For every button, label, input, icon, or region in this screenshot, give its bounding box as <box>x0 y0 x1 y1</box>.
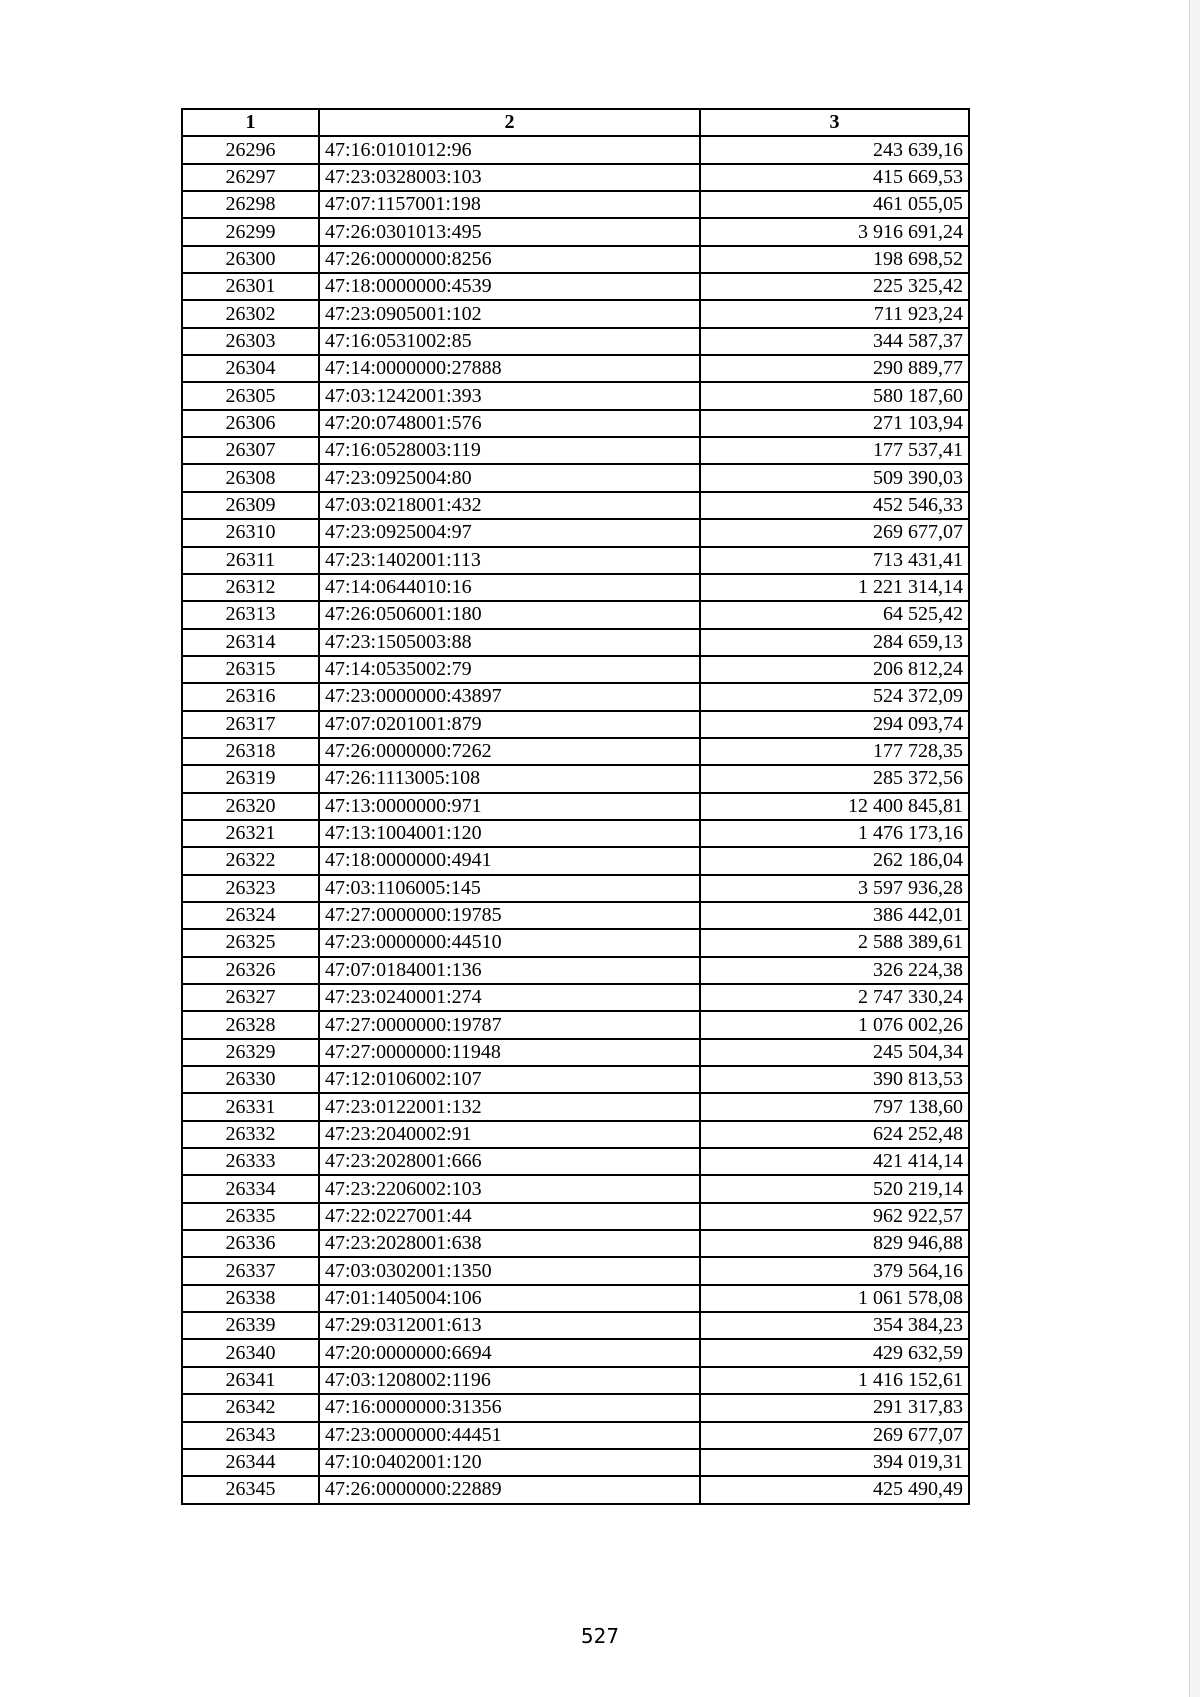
cadastral-number: 47:23:0000000:43897 <box>319 683 700 710</box>
row-number: 26311 <box>182 547 319 574</box>
table-row <box>182 929 969 956</box>
cadastral-number: 47:03:1208002:1196 <box>319 1367 700 1394</box>
cadastral-number: 47:23:0000000:44451 <box>319 1422 700 1449</box>
cadastral-number: 47:12:0106002:107 <box>319 1066 700 1093</box>
row-number: 26336 <box>182 1230 319 1257</box>
cadastral-value: 415 669,53 <box>700 164 969 191</box>
table-row <box>182 984 969 1011</box>
cadastral-value: 206 812,24 <box>700 656 969 683</box>
cadastral-number: 47:01:1405004:106 <box>319 1285 700 1312</box>
cadastral-number: 47:23:0925004:97 <box>319 519 700 546</box>
cadastral-number: 47:07:0184001:136 <box>319 957 700 984</box>
page-edge <box>1189 0 1200 1697</box>
cadastral-value: 452 546,33 <box>700 492 969 519</box>
table-header <box>182 109 969 136</box>
row-number: 26296 <box>182 136 319 163</box>
table-row <box>182 464 969 491</box>
table-row <box>182 1011 969 1038</box>
cadastral-number: 47:23:2028001:638 <box>319 1230 700 1257</box>
row-number: 26341 <box>182 1367 319 1394</box>
row-number: 26326 <box>182 957 319 984</box>
cadastral-value: 394 019,31 <box>700 1449 969 1476</box>
cadastral-number: 47:14:0535002:79 <box>319 656 700 683</box>
table-row <box>182 957 969 984</box>
cadastral-value: 797 138,60 <box>700 1093 969 1120</box>
cadastral-value: 2 747 330,24 <box>700 984 969 1011</box>
row-number: 26337 <box>182 1257 319 1284</box>
cadastral-value: 271 103,94 <box>700 410 969 437</box>
row-number: 26342 <box>182 1394 319 1421</box>
table-row <box>182 1230 969 1257</box>
cadastral-value: 243 639,16 <box>700 136 969 163</box>
row-number: 26328 <box>182 1011 319 1038</box>
cadastral-number: 47:23:1505003:88 <box>319 629 700 656</box>
cadastral-value: 269 677,07 <box>700 519 969 546</box>
table-row <box>182 820 969 847</box>
cadastral-number: 47:23:0122001:132 <box>319 1093 700 1120</box>
row-number: 26324 <box>182 902 319 929</box>
cadastral-value: 711 923,24 <box>700 300 969 327</box>
row-number: 26335 <box>182 1203 319 1230</box>
cadastral-number: 47:14:0644010:16 <box>319 574 700 601</box>
cadastral-value: 520 219,14 <box>700 1175 969 1202</box>
cadastral-number: 47:23:2040002:91 <box>319 1121 700 1148</box>
cadastral-number: 47:03:1106005:145 <box>319 875 700 902</box>
table-row <box>182 1422 969 1449</box>
row-number: 26321 <box>182 820 319 847</box>
row-number: 26338 <box>182 1285 319 1312</box>
cadastral-value: 1 076 002,26 <box>700 1011 969 1038</box>
cadastral-number: 47:10:0402001:120 <box>319 1449 700 1476</box>
header-col-2: 2 <box>319 109 700 136</box>
row-number: 26319 <box>182 765 319 792</box>
row-number: 26298 <box>182 191 319 218</box>
cadastral-number: 47:03:0302001:1350 <box>319 1257 700 1284</box>
table-row <box>182 164 969 191</box>
table-row <box>182 1175 969 1202</box>
cadastral-number: 47:26:0000000:7262 <box>319 738 700 765</box>
table-row <box>182 1367 969 1394</box>
cadastral-number: 47:23:0240001:274 <box>319 984 700 1011</box>
cadastral-number: 47:22:0227001:44 <box>319 1203 700 1230</box>
table-row <box>182 1476 969 1503</box>
cadastral-number: 47:26:1113005:108 <box>319 765 700 792</box>
cadastral-number: 47:16:0000000:31356 <box>319 1394 700 1421</box>
table-row <box>182 1339 969 1366</box>
cadastral-value: 524 372,09 <box>700 683 969 710</box>
table-row <box>182 218 969 245</box>
cadastral-number: 47:26:0000000:22889 <box>319 1476 700 1503</box>
row-number: 26313 <box>182 601 319 628</box>
cadastral-value: 379 564,16 <box>700 1257 969 1284</box>
row-number: 26325 <box>182 929 319 956</box>
cadastral-number: 47:26:0506001:180 <box>319 601 700 628</box>
cadastral-number: 47:03:0218001:432 <box>319 492 700 519</box>
table-row <box>182 1449 969 1476</box>
cadastral-value: 509 390,03 <box>700 464 969 491</box>
cadastral-value: 344 587,37 <box>700 328 969 355</box>
cadastral-value: 1 061 578,08 <box>700 1285 969 1312</box>
cadastral-value: 580 187,60 <box>700 382 969 409</box>
row-number: 26312 <box>182 574 319 601</box>
cadastral-number: 47:07:1157001:198 <box>319 191 700 218</box>
cadastral-value: 1 416 152,61 <box>700 1367 969 1394</box>
table-row <box>182 793 969 820</box>
table-row <box>182 246 969 273</box>
cadastral-number: 47:20:0000000:6694 <box>319 1339 700 1366</box>
row-number: 26343 <box>182 1422 319 1449</box>
cadastral-value: 425 490,49 <box>700 1476 969 1503</box>
cadastral-number: 47:29:0312001:613 <box>319 1312 700 1339</box>
cadastral-value: 461 055,05 <box>700 191 969 218</box>
cadastral-value: 3 597 936,28 <box>700 875 969 902</box>
cadastral-number: 47:27:0000000:19787 <box>319 1011 700 1038</box>
table-row <box>182 1203 969 1230</box>
row-number: 26307 <box>182 437 319 464</box>
row-number: 26305 <box>182 382 319 409</box>
row-number: 26323 <box>182 875 319 902</box>
cadastral-value: 269 677,07 <box>700 1422 969 1449</box>
cadastral-value: 421 414,14 <box>700 1148 969 1175</box>
cadastral-value: 291 317,83 <box>700 1394 969 1421</box>
cadastral-value: 354 384,23 <box>700 1312 969 1339</box>
cadastral-number: 47:23:0000000:44510 <box>319 929 700 956</box>
cadastral-number: 47:16:0528003:119 <box>319 437 700 464</box>
row-number: 26315 <box>182 656 319 683</box>
cadastral-value: 390 813,53 <box>700 1066 969 1093</box>
cadastral-number: 47:23:2028001:666 <box>319 1148 700 1175</box>
cadastral-number: 47:23:0925004:80 <box>319 464 700 491</box>
cadastral-value: 177 537,41 <box>700 437 969 464</box>
row-number: 26301 <box>182 273 319 300</box>
table-row <box>182 547 969 574</box>
table-row <box>182 738 969 765</box>
table-row <box>182 902 969 929</box>
table-row <box>182 300 969 327</box>
table-row <box>182 1148 969 1175</box>
table-row <box>182 519 969 546</box>
row-number: 26302 <box>182 300 319 327</box>
row-number: 26333 <box>182 1148 319 1175</box>
row-number: 26340 <box>182 1339 319 1366</box>
cadastral-number: 47:13:1004001:120 <box>319 820 700 847</box>
cadastral-value: 713 431,41 <box>700 547 969 574</box>
table-row <box>182 711 969 738</box>
row-number: 26300 <box>182 246 319 273</box>
cadastral-value: 285 372,56 <box>700 765 969 792</box>
cadastral-value: 294 093,74 <box>700 711 969 738</box>
cadastral-value: 1 221 314,14 <box>700 574 969 601</box>
cadastral-value-table <box>181 108 970 1505</box>
table-row <box>182 683 969 710</box>
cadastral-number: 47:07:0201001:879 <box>319 711 700 738</box>
header-row <box>182 109 969 136</box>
cadastral-number: 47:27:0000000:19785 <box>319 902 700 929</box>
table-row <box>182 1312 969 1339</box>
table-row <box>182 328 969 355</box>
table-row <box>182 1285 969 1312</box>
cadastral-value: 3 916 691,24 <box>700 218 969 245</box>
cadastral-value: 386 442,01 <box>700 902 969 929</box>
row-number: 26317 <box>182 711 319 738</box>
row-number: 26331 <box>182 1093 319 1120</box>
cadastral-number: 47:26:0301013:495 <box>319 218 700 245</box>
cadastral-value: 198 698,52 <box>700 246 969 273</box>
cadastral-value: 624 252,48 <box>700 1121 969 1148</box>
table-row <box>182 410 969 437</box>
cadastral-value: 1 476 173,16 <box>700 820 969 847</box>
row-number: 26297 <box>182 164 319 191</box>
table-row <box>182 1093 969 1120</box>
cadastral-number: 47:23:2206002:103 <box>319 1175 700 1202</box>
table-row <box>182 875 969 902</box>
cadastral-value: 962 922,57 <box>700 1203 969 1230</box>
table-row <box>182 765 969 792</box>
page-number: 527 <box>580 1624 620 1648</box>
table-row <box>182 382 969 409</box>
row-number: 26304 <box>182 355 319 382</box>
cadastral-value: 326 224,38 <box>700 957 969 984</box>
cadastral-value: 64 525,42 <box>700 601 969 628</box>
cadastral-number: 47:23:0328003:103 <box>319 164 700 191</box>
row-number: 26344 <box>182 1449 319 1476</box>
header-col-3: 3 <box>700 109 969 136</box>
table-body <box>182 136 969 1503</box>
row-number: 26318 <box>182 738 319 765</box>
row-number: 26316 <box>182 683 319 710</box>
row-number: 26322 <box>182 847 319 874</box>
row-number: 26329 <box>182 1039 319 1066</box>
cadastral-number: 47:16:0101012:96 <box>319 136 700 163</box>
table-row <box>182 136 969 163</box>
row-number: 26345 <box>182 1476 319 1503</box>
table-row <box>182 629 969 656</box>
table-row <box>182 1121 969 1148</box>
row-number: 26308 <box>182 464 319 491</box>
cadastral-value: 829 946,88 <box>700 1230 969 1257</box>
row-number: 26314 <box>182 629 319 656</box>
row-number: 26339 <box>182 1312 319 1339</box>
cadastral-value: 2 588 389,61 <box>700 929 969 956</box>
row-number: 26334 <box>182 1175 319 1202</box>
cadastral-value: 177 728,35 <box>700 738 969 765</box>
cadastral-number: 47:18:0000000:4941 <box>319 847 700 874</box>
table-row <box>182 355 969 382</box>
table-row <box>182 273 969 300</box>
cadastral-value: 284 659,13 <box>700 629 969 656</box>
table-row <box>182 1394 969 1421</box>
row-number: 26299 <box>182 218 319 245</box>
table-container <box>181 108 970 1505</box>
cadastral-number: 47:23:0905001:102 <box>319 300 700 327</box>
table-row <box>182 437 969 464</box>
row-number: 26320 <box>182 793 319 820</box>
cadastral-value: 245 504,34 <box>700 1039 969 1066</box>
table-row <box>182 191 969 218</box>
row-number: 26310 <box>182 519 319 546</box>
table-row <box>182 1039 969 1066</box>
table-row <box>182 1066 969 1093</box>
cadastral-number: 47:13:0000000:971 <box>319 793 700 820</box>
table-row <box>182 656 969 683</box>
table-row <box>182 574 969 601</box>
cadastral-value: 225 325,42 <box>700 273 969 300</box>
cadastral-number: 47:20:0748001:576 <box>319 410 700 437</box>
table-row <box>182 492 969 519</box>
cadastral-number: 47:26:0000000:8256 <box>319 246 700 273</box>
row-number: 26306 <box>182 410 319 437</box>
cadastral-number: 47:27:0000000:11948 <box>319 1039 700 1066</box>
cadastral-number: 47:23:1402001:113 <box>319 547 700 574</box>
row-number: 26327 <box>182 984 319 1011</box>
cadastral-number: 47:16:0531002:85 <box>319 328 700 355</box>
cadastral-value: 429 632,59 <box>700 1339 969 1366</box>
row-number: 26332 <box>182 1121 319 1148</box>
row-number: 26303 <box>182 328 319 355</box>
cadastral-number: 47:03:1242001:393 <box>319 382 700 409</box>
table-row <box>182 601 969 628</box>
cadastral-value: 290 889,77 <box>700 355 969 382</box>
cadastral-value: 262 186,04 <box>700 847 969 874</box>
table-row <box>182 847 969 874</box>
header-col-1: 1 <box>182 109 319 136</box>
row-number: 26309 <box>182 492 319 519</box>
cadastral-value: 12 400 845,81 <box>700 793 969 820</box>
row-number: 26330 <box>182 1066 319 1093</box>
cadastral-number: 47:18:0000000:4539 <box>319 273 700 300</box>
cadastral-number: 47:14:0000000:27888 <box>319 355 700 382</box>
table-row <box>182 1257 969 1284</box>
